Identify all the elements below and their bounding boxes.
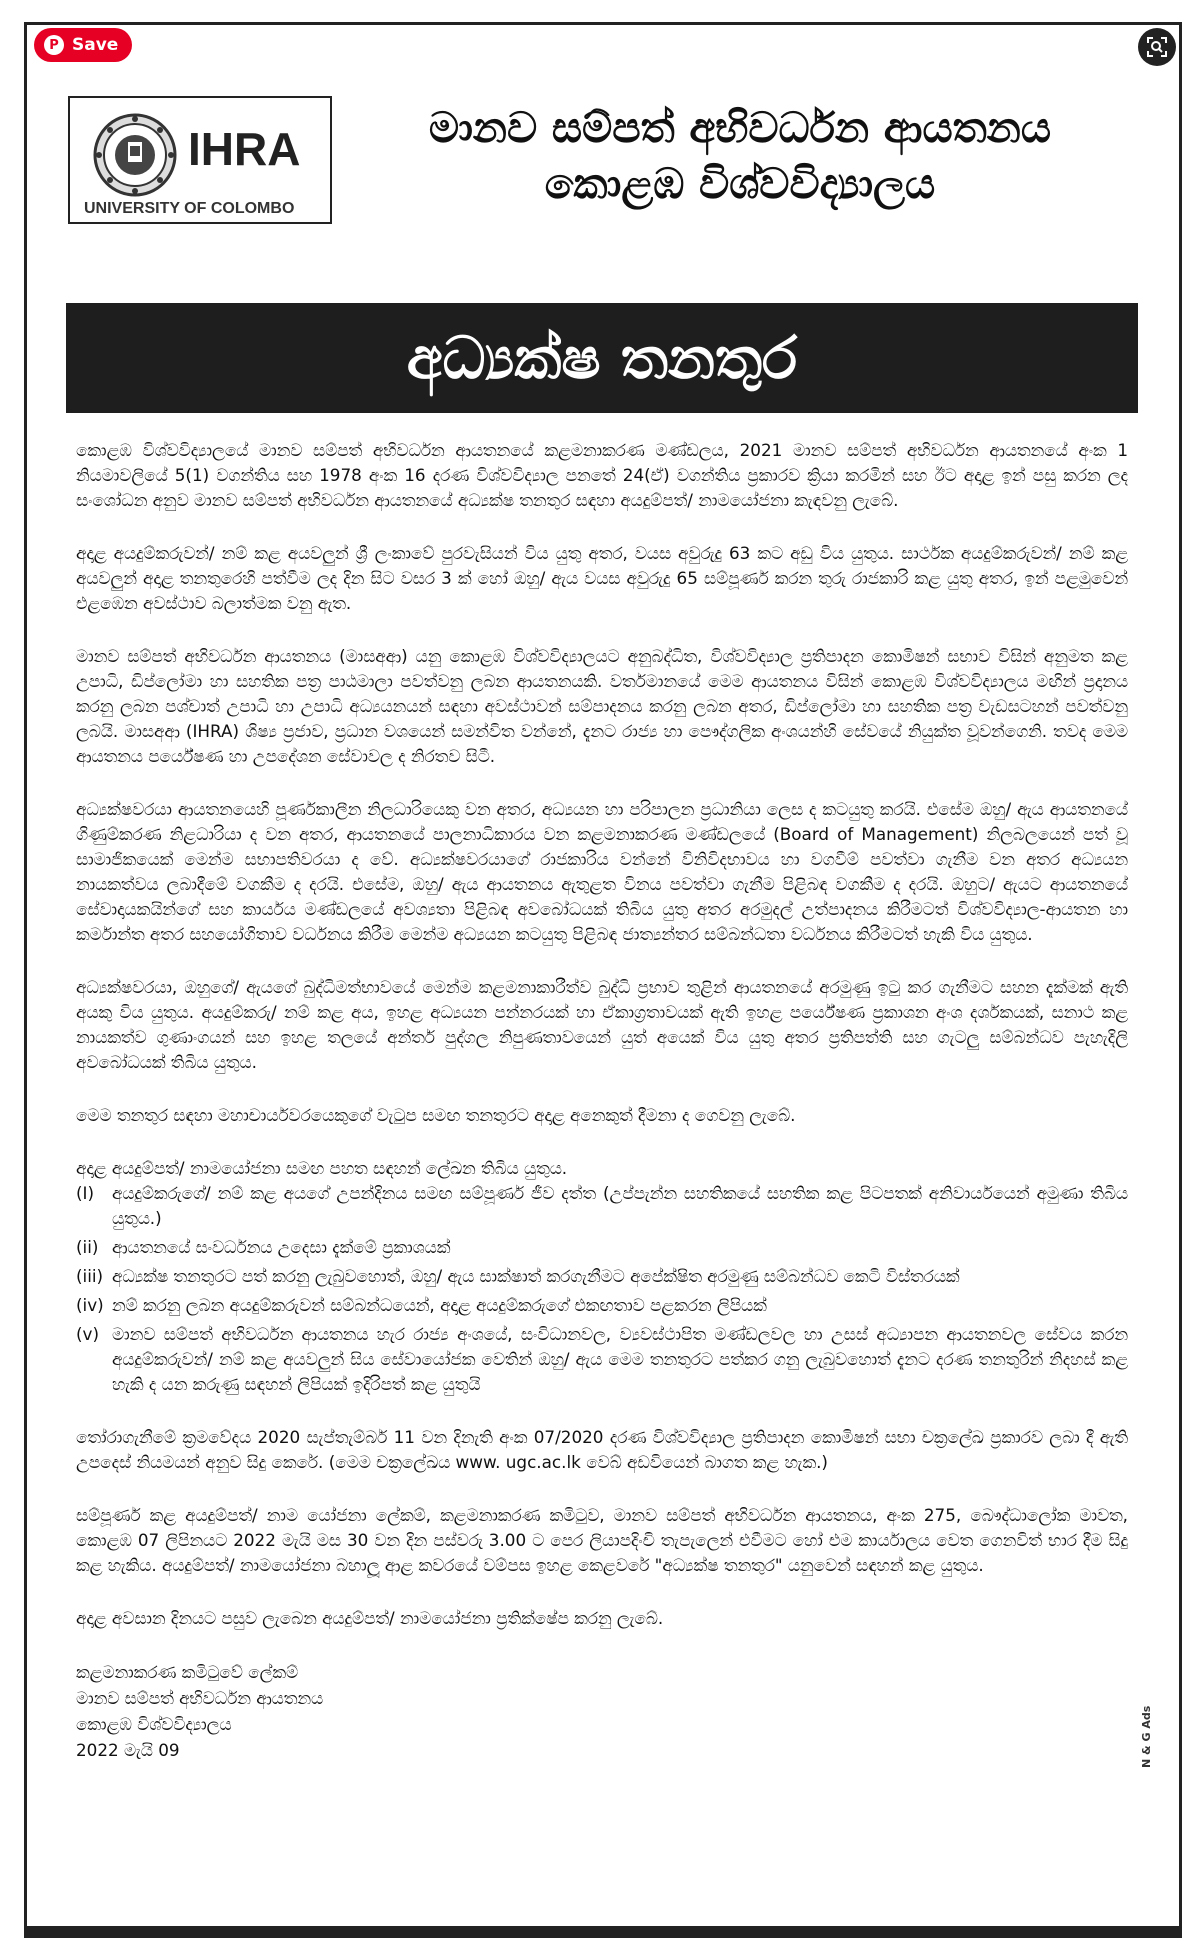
visual-search-button[interactable] (1138, 28, 1176, 66)
save-button[interactable] (34, 28, 132, 62)
list-item-number: (I) (76, 1183, 95, 1203)
signature-university: කොළඹ විශ්වවිද්‍යාලය (76, 1714, 232, 1734)
university-name: කොළඹ විශ්වවිද්‍යාලය (544, 159, 936, 208)
list-item-number: (ii) (76, 1237, 99, 1257)
lens-icon (1146, 36, 1168, 58)
list-item (76, 1235, 1128, 1260)
ihra-logo (68, 96, 332, 224)
paragraph-qualities: අධ්‍යක්ෂවරයා, ඔහුගේ/ ඇයගේ බුද්ධිමත්භාවයේ මෙන්ම කළමනාකාරීත්ව බුද්ධි ප්‍රභාව තුළින් ආයතනයේ අරමුණු ඉටු කර ගැනීමට සහන දැක්මක් ඇති අයකු විය යුතුය. අයදුම්කරු/ නම් කළ අය, ඉහළ අධ්‍යයන පන්නරයක් හා ඒකාග්‍රතාවයක් ඇති ඉහළ පර්යේෂණ ප්‍රකාශන අංශ දර්ශකයක්, සනාථ කළ නායකත්ව ගුණාංගයන් සහ ඉහළ තලයේ අන්තර් පුද්ගල නිපුණතාවයෙන් යුත් අයෙක් විය යුතු අතර ප්‍රතිපත්ති සහ ගැටලු සම්බන්ධව පැහැදිලි අවබෝධයක් තිබිය යුතුය. (76, 977, 1128, 1072)
vacancy-title: අධ්‍යක්ෂ තනතුර (406, 323, 798, 392)
requirements-intro: අදාළ අයදුම්පත්/ නාමයෝජනා සමඟ පහත සඳහන් ලේඛන තිබිය යුතුය. (76, 1158, 568, 1178)
requirements-list (76, 1181, 1128, 1397)
list-item-number: (v) (76, 1324, 100, 1344)
paragraph-about-institute: මානව සම්පත් අභිවර්ධන ආයතනය (මාසඅආ) යනු කොළඹ විශ්වවිද්‍යාලයට අනුබද්ධිත, විශ්වවිද්‍යාල ප්‍රතිපාදන කොමිෂන් සභාව විසින් අනුමත කළ උපාධි, ඩිප්ලෝමා හා සහතික පත්‍ර පාඨමාලා පවත්වනු ලබන ආයතනයකි. වර්තමානයේ මෙම ආයතනය විසින් කොළඹ විශ්වවිද්‍යාලය මඟින් ප්‍රදානය කරනු ලබන පශ්චාත් උපාධි හා උපාධි අධ්‍යයනයන් සඳහා අවස්ථාවන් සම්පාදනය කරනු ලබන අතර, ඩිප්ලෝමා හා සහතික පත්‍ර වැඩසටහන් පවත්වනු ලබයි. මාසඅආ (IHRA) ශිෂ්‍ය ප්‍රජාව, ප්‍රධාන වශයෙන් සමන්විත වන්නේ, දැනට රාජ්‍ය හා පෞද්ගලික අංශයන්හි සේවයේ නියුක්ත වූවන්ගෙනි. තවද මෙම ආයතනය පර්යේෂණ හා උපදේශන සේවාවල ද නිරතව සිටී. (76, 646, 1128, 766)
signature-institute: මානව සම්පත් අභිවර්ධන ආයතනය (76, 1688, 324, 1708)
paragraph-selection: තෝරාගැනීමේ ක්‍රමවේදය 2020 සැප්තැම්බර් 11 වන දිනැති අංක 07/2020 දරණ විශ්වවිද්‍යාල ප්‍රතිපාදන කොමිෂන් සභා චක්‍රලේඛ ප්‍රකාරව ලබා දී ඇති උපදෙස් නියමයන් අනුව සිදු කෙරේ. (මෙම චක්‍රලේඛය www. ugc.ac.lk වෙබ් අඩවියෙන් බාගත කළ හැක.) (76, 1427, 1128, 1472)
pinterest-icon: P (44, 35, 64, 55)
signature-date: 2022 මැයි 09 (76, 1740, 180, 1760)
list-item (76, 1322, 1128, 1397)
list-item-text: මානව සම්පත් අභිවර්ධන ආයතනය හැර රාජ්‍ය අංශයේ, සංවිධානවල, ව්‍යවස්ථාපිත මණ්ඩලවල හා උසස් අධ්‍යාපන ආයතනවල සේවය කරන අයදුම්කරුවන්/ නම් කළ අයවලුන් සිය සේවායෝජක වෙතින් ඔහු/ ඇය මෙම තනතුරට පත්කර ගනු ලැබුවහොත් දැනට දරණ තනතුරින් නිදහස් කළ හැකි ද යන කරුණු සඳහන් ලිපියක් ඉදිරිපත් කළ යුතුයි (112, 1324, 1128, 1394)
paragraph-submission: සම්පූර්ණ කළ අයදුම්පත්/ නාම යෝජනා ලේකම්, කළමනාකරණ කමිටුව, මානව සම්පත් අභිවර්ධන ආයතනය, අංක 275, බෞද්ධාලෝක මාවත, කොළඹ 07 ලිපිනයට 2022 මැයි මස 30 වන දින පස්වරු 3.00 ට පෙර ලියාපදිංචි තැපැලෙන් එවීමට හෝ එම කාර්යාලය වෙත ගෙනවිත් භාර දීම සිදු කළ හැකිය. අයදුම්පත්/ නාමයෝජනා බහාලූ ආළ කවරයේ වම්පස ඉහළ කෙළවරේ "අධ්‍යක්ෂ තනතුර" යනුවෙන් සඳහන් කළ යුතුය. (76, 1505, 1128, 1575)
list-item-text: ආයතනයේ සංවර්ධනය උදෙසා දැක්මේ ප්‍රකාශයක් (112, 1237, 451, 1257)
list-item (76, 1293, 1128, 1318)
paragraph-eligibility: අදාළ අයදුම්කරුවන්/ නම් කළ අයවලුන් ශ්‍රී ලංකාවේ පුරවැසියන් විය යුතු අතර, වයස අවුරුදු 63 කට අඩු විය යුතුය. සාර්ථක අයදුම්කරුවන්/ නම් කළ අයවලුන් අදාළ තනතුරෙහි පත්වීම ලද දින සිට වසර 3 ක් හෝ ඔහු/ ඇය වයස අවුරුදු 65 සම්පූර්ණ කරන තුරු රාජකාරි කළ යුතු අතර, ඉන් පළමුවෙන් එළඹෙන අවස්ථාව බලාත්මක වනු ඇත. (76, 543, 1128, 613)
ad-agency-credit: N & G Ads (1140, 1705, 1153, 1768)
paragraph-rejection: අදාළ අවසාන දිනයට පසුව ලැබෙන අයදුම්පත්/ නාමයෝජනා ප්‍රතික්ෂේප කරනු ලැබේ. (76, 1608, 664, 1628)
list-item-text: අයදුම්කරුගේ/ නම් කළ අයගේ උපන්දිනය සමඟ සම්පූර්ණ ජීව දත්ත (උප්පැන්න සහතිකයේ සහතික කළ පිටපතක් අනිවාර්යයෙන් අමුණා තිබිය යුතුය.) (112, 1183, 1128, 1228)
paragraph-intro: කොළඹ විශ්වවිද්‍යාලයේ මානව සම්පත් අභිවර්ධන ආයතනයේ කළමනාකරණ මණ්ඩලය, 2021 මානව සම්පත් අභිවර්ධන ආයතනයේ අංක 1 නියමාවලියේ 5(1) වගන්තිය සහ 1978 අංක 16 දරණ විශ්වවිද්‍යාල පනතේ 24(ඒ) වගන්තිය ප්‍රකාරව ක්‍රියා කරමින් සහ ඊට අදාළ ඉන් පසු කරන ලද සංශෝධන අනුව මානව සම්පත් අභිවර්ධන ආයතනයේ අධ්‍යක්ෂ තනතුර සඳහා අයදුම්පත්/ නාමයෝජනා කැඳවනු ලැබේ. (76, 440, 1128, 510)
save-label: Save (72, 35, 119, 55)
signature-block (76, 1659, 1128, 1763)
institute-header (360, 100, 1120, 212)
logo-university: UNIVERSITY OF COLOMBO (84, 200, 295, 217)
university-seal-icon (92, 112, 178, 198)
institute-name: මානව සම්පත් අභිවර්ධන ආයතනය (428, 103, 1052, 152)
paragraph-duties: අධ්‍යක්ෂවරයා ආයතනයෙහි පූර්ණකාලීන නිලධාරියෙකු වන අතර, අධ්‍යයන හා පරිපාලන ප්‍රධානියා ලෙස ද කටයුතු කරයි. එසේම ඔහු/ ඇය ආයතනයේ ගිණුම්කරණ නිළධාරියා ද වන අතර, ආයතනයේ පාලනාධිකාරය වන කළමනාකරණ මණ්ඩලයේ (Board of Management) නිලබලයෙන් පත් වූ සාමාජිකයෙක් මෙන්ම සභාපතිවරයා ද වේ. අධ්‍යක්ෂවරයාගේ රාජකාරිය වන්නේ විනිවිදභාවය හා වගවීම් පවත්වා ගැනීම වන අතර අධ්‍යයන නායකත්වය ලබාදීමේ වගකීම ද දරයි. එසේම, ඔහු/ ඇය ආයතනය ඇතුළත විනය පවත්වා ගැනීම පිළිබඳ වගකීම ද දරයි. ඔහුට/ ඇයට ආයතනයේ සේවාදායකයින්ගේ සහ කාර්යය මණ්ඩලයේ අවශ්‍යතා පිළිබඳ අවබෝධයක් තිබිය යුතු අතර අරමුදල් උත්පාදනය කිරීමටත් විශ්වවිද්‍යාල-ආයතන හා කර්මාන්ත අතර සහයෝගිතාව වර්ධනය කිරීම මෙන්ම අධ්‍යයන කටයුතු පිළිබඳ ජාත්‍යන්තර සම්බන්ධතා වර්ධනය කිරීමටත් හැකි විය යුතුය. (76, 799, 1128, 944)
signature-title: කළමනාකරණ කමිටුවේ ලේකම් (76, 1662, 299, 1682)
list-item-text: නම් කරනු ලබන අයදුම්කරුවන් සම්බන්ධයෙන්, අදාළ අයදුම්කරුගේ එකඟතාව පළකරන ලිපියක් (112, 1295, 767, 1315)
bottom-border (24, 1926, 1182, 1938)
advert-body (76, 438, 1128, 1763)
list-item-text: අධ්‍යක්ෂ තනතුරට පත් කරනු ලැබුවහොත්, ඔහු/ ඇය සාක්ෂාත් කරගැනීමට අපේක්ෂිත අරමුණු සම්බන්ධව කෙටි විස්තරයක් (112, 1266, 960, 1286)
title-banner (66, 303, 1138, 413)
logo-acronym: IHRA (188, 123, 301, 175)
list-item-number: (iii) (76, 1266, 104, 1286)
list-item-number: (iv) (76, 1295, 104, 1315)
list-item (76, 1264, 1128, 1289)
list-item (76, 1181, 1128, 1231)
paragraph-salary: මෙම තනතුර සඳහා මහාචාර්යවරයෙකුගේ වැටුප සමඟ තනතුරට අදාළ අනෙකුත් දීමනා ද ගෙවනු ලැබේ. (76, 1105, 796, 1125)
